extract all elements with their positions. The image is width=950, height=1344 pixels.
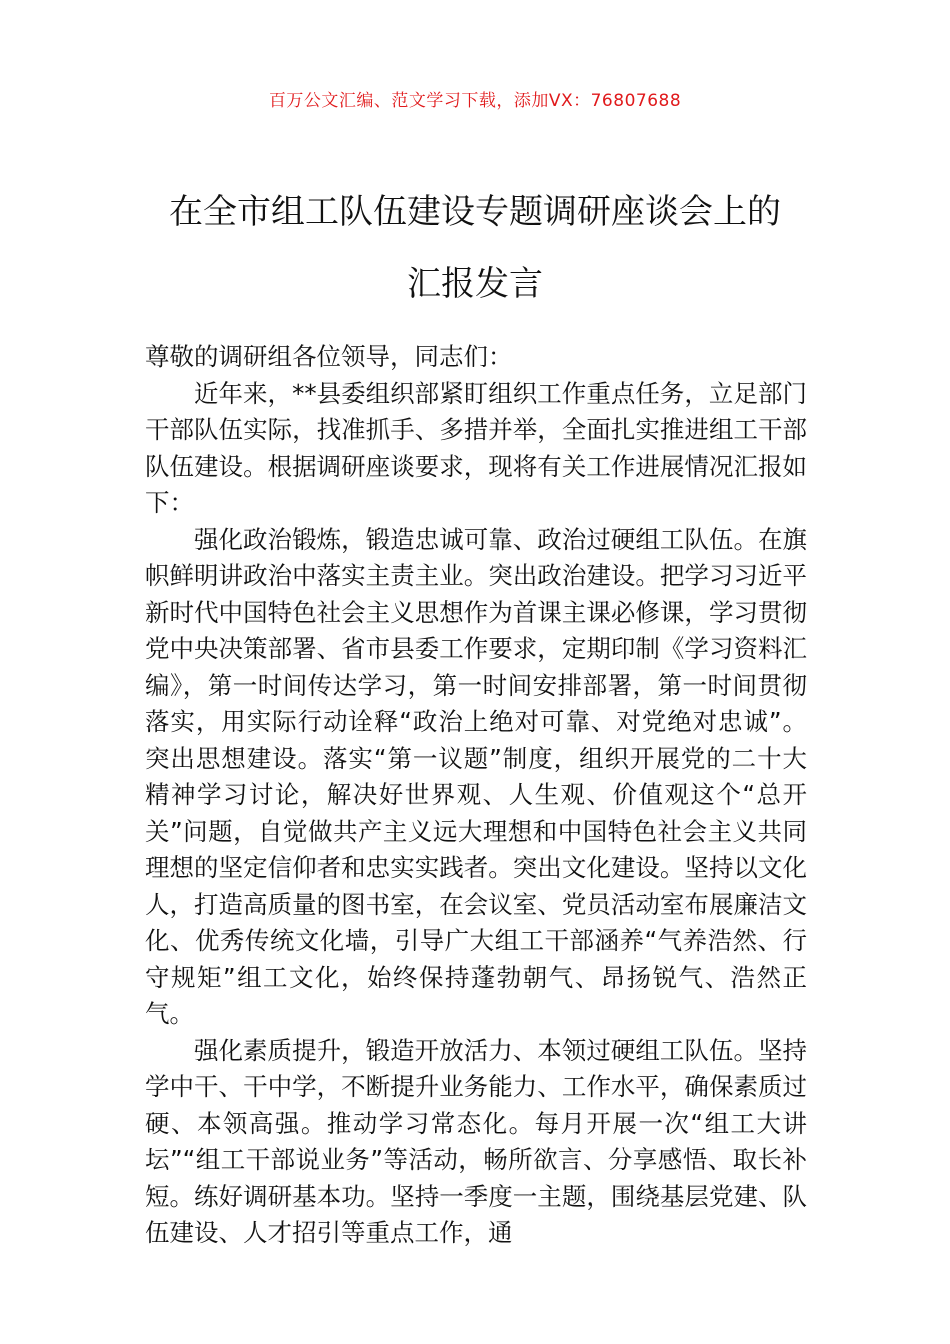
paragraph-political: 强化政治锻炼，锻造忠诚可靠、政治过硬组工队伍。在旗帜鲜明讲政治中落实主责主业。突出政治建设。把学习习近平新时代中国特色社会主义思想作为首课主课必修课，学习贯彻党中央决策部署、省市县委工作要求，定期印制《学习资料汇编》，第一时间传达学习，第一时间安排部署，第一时间贯彻落实，用实际行动诠释“政治上绝对可靠、对党绝对忠诚”。突出思想建设。落实“第一议题”制度，组织开展党的二十大精神学习讨论，解决好世界观、人生观、价值观这个“总开关”问题，自觉做共产主义远大理想和中国特色社会主义共同理想的坚定信仰者和忠实实践者。突出文化建设。坚持以文化人，打造高质量的图书室，在会议室、党员活动室布展廉洁文化、优秀传统文化墙，引导广大组工干部涵养“气养浩然、行守规矩”组工文化，始终保持蓬勃朝气、昂扬锐气、浩然正气。 (145, 524, 807, 1028)
salutation: 尊敬的调研组各位领导，同志们： (145, 342, 513, 371)
paragraph-intro: 近年来，**县委组织部紧盯组织工作重点任务，立足部门干部队伍实际，找准抓手、多措并举，全面扎实推进组工干部队伍建设。根据调研座谈要求，现将有关工作进展情况汇报如下： (145, 378, 807, 517)
header-note: 百万公文汇编、范文学习下载，添加VX：76807688 (268, 91, 682, 111)
document-title (100, 176, 850, 320)
paragraph-quality: 强化素质提升，锻造开放活力、本领过硬组工队伍。坚持学中干、干中学，不断提升业务能力、工作水平，确保素质过硬、本领高强。推动学习常态化。每月开展一次“组工大讲坛”“组工干部说业务”等活动，畅所欲言、分享感悟、取长补短。练好调研基本功。坚持一季度一主题，围绕基层党建、队伍建设、人才招引等重点工作，通 (145, 1035, 807, 1247)
title-line-1: 在全市组工队伍建设专题调研座谈会上的 (169, 192, 781, 232)
document-body (145, 339, 807, 1252)
title-line-2: 汇报发言 (407, 264, 543, 304)
